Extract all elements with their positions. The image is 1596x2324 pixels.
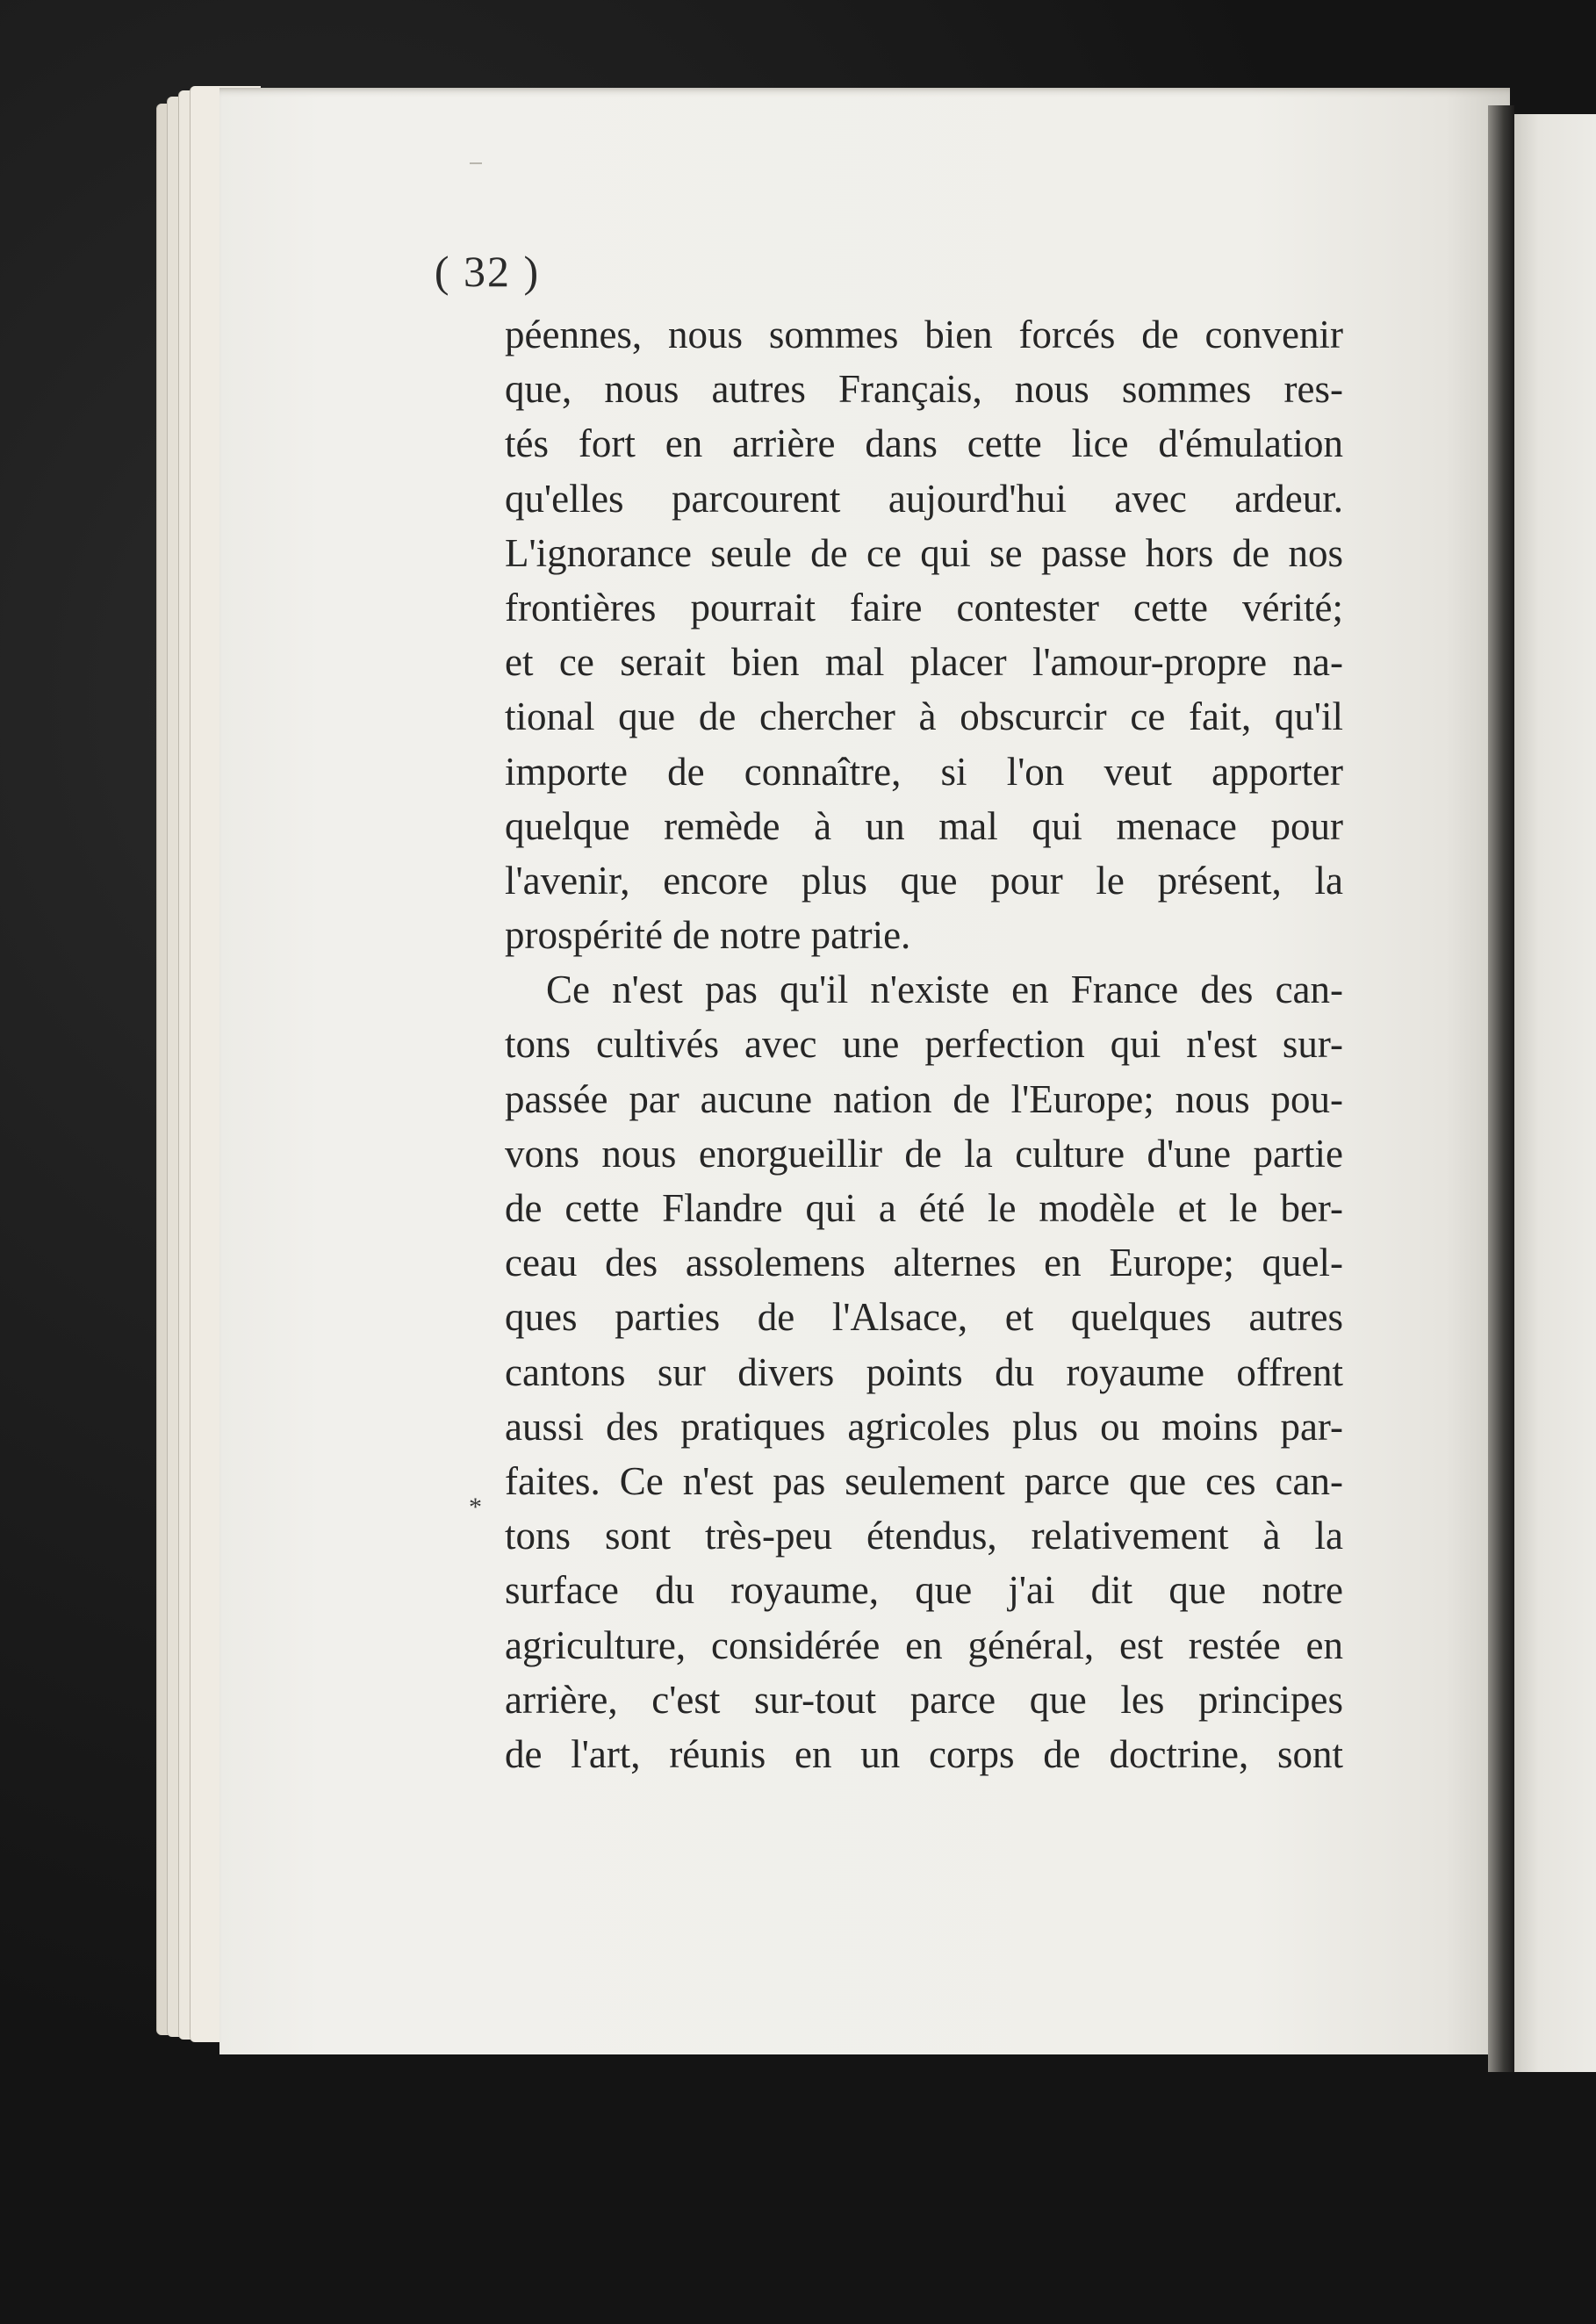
text-line: tional que de chercher à obscurcir ce fait, qu'il	[505, 694, 1343, 739]
text-line: Ce n'est pas qu'il n'existe en France des can-	[546, 968, 1343, 1012]
text-line: de l'art, réunis en un corps de doctrine, sont	[505, 1731, 1343, 1776]
text-line: vons nous enorgueillir de la culture d'une partie	[505, 1131, 1343, 1176]
body-text	[505, 307, 1343, 1781]
text-line: tons sont très-peu étendus, relativement à la	[505, 1514, 1343, 1558]
paragraph-2	[505, 962, 1343, 1781]
text-line: ques parties de l'Alsace, et quelques autres	[505, 1295, 1343, 1340]
text-line: l'avenir, encore plus que pour le présent, la	[505, 858, 1343, 903]
paragraph-1	[505, 307, 1343, 962]
faint-mark	[470, 162, 482, 164]
text-line: cantons sur divers points du royaume offrent	[505, 1349, 1343, 1394]
text-line: frontières pourrait faire contester cette vérité;	[505, 585, 1343, 630]
text-line: péennes, nous sommes bien forcés de convenir	[505, 313, 1343, 356]
text-line: passée par aucune nation de l'Europe; nous pou-	[505, 1076, 1343, 1121]
text-line: aussi des pratiques agricoles plus ou moins par-	[505, 1404, 1343, 1449]
text-line: tés fort en arrière dans cette lice d'émulation	[505, 421, 1343, 466]
margin-asterisk-mark: *	[469, 1493, 482, 1522]
text-line: faites. Ce n'est pas seulement parce que ces can-	[505, 1458, 1343, 1503]
page-number: ( 32 )	[434, 247, 541, 296]
text-line: importe de connaître, si l'on veut apporter	[505, 749, 1343, 794]
text-line: qu'elles parcourent aujourd'hui avec ardeur.	[505, 476, 1343, 521]
facing-page-edge	[1514, 114, 1596, 2072]
text-line: de cette Flandre qui a été le modèle et le ber-	[505, 1186, 1343, 1230]
text-line: agriculture, considérée en général, est restée en	[505, 1622, 1343, 1667]
text-line: que, nous autres Français, nous sommes res-	[505, 367, 1343, 412]
text-line: tons cultivés avec une perfection qui n'est sur-	[505, 1022, 1343, 1067]
text-line: arrière, c'est sur-tout parce que les principes	[505, 1677, 1343, 1722]
text-line: surface du royaume, que j'ai dit que notre	[505, 1568, 1343, 1613]
text-line: ceau des assolemens alternes en Europe; quel-	[505, 1241, 1343, 1285]
text-line: et ce serait bien mal placer l'amour-propre na-	[505, 640, 1343, 685]
text-line: L'ignorance seule de ce qui se passe hors de nos	[505, 530, 1343, 575]
text-line: prospérité de notre patrie.	[505, 913, 911, 958]
book-gutter	[1488, 105, 1514, 2072]
text-line: quelque remède à un mal qui menace pour	[505, 803, 1343, 848]
